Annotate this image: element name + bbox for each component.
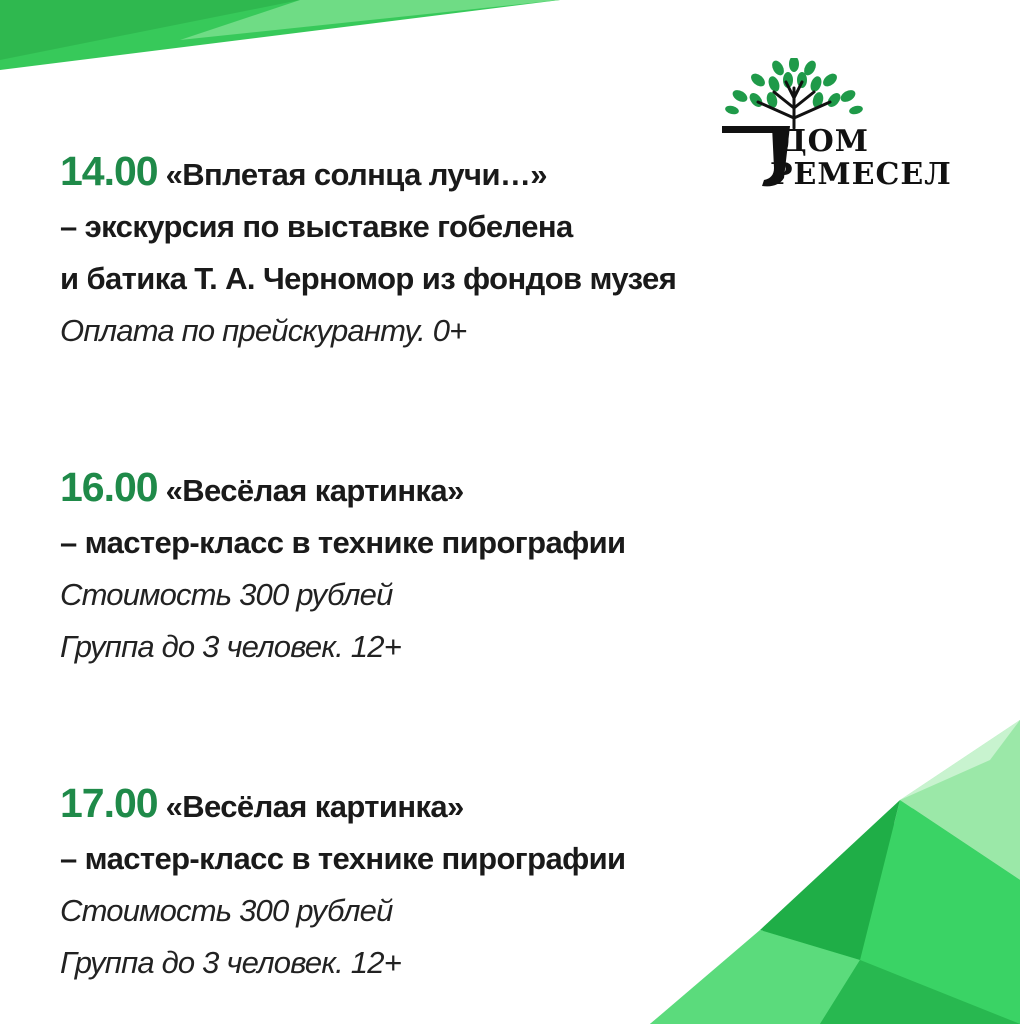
event-item — [60, 145, 760, 357]
event-note: Группа до 3 человек. 12+ — [60, 945, 401, 980]
event-description: – экскурсия по выставке гобелена — [60, 209, 573, 244]
event-heading — [60, 145, 760, 201]
corner-shape-2 — [860, 800, 1020, 1024]
corner-shape-1 — [900, 720, 1020, 880]
event-description: – мастер-класс в технике пирографии — [60, 841, 626, 876]
event-time: 16.00 — [60, 464, 158, 510]
event-description: – мастер-класс в технике пирографии — [60, 525, 626, 560]
event-heading — [60, 461, 760, 517]
event-time: 17.00 — [60, 780, 158, 826]
event-heading — [60, 777, 760, 833]
event-note: Группа до 3 человек. 12+ — [60, 629, 401, 664]
top-band-shape-dark — [0, 0, 300, 60]
corner-shape-5 — [820, 960, 1020, 1024]
event-title: «Весёлая картинка» — [165, 789, 464, 824]
event-item — [60, 777, 760, 989]
event-note: Стоимость 300 рублей — [60, 893, 393, 928]
event-time: 14.00 — [60, 148, 158, 194]
top-band-shape — [0, 0, 560, 70]
event-description: и батика Т. А. Черномор из фондов музея — [60, 261, 677, 296]
event-title: «Весёлая картинка» — [165, 473, 464, 508]
corner-shape-3 — [760, 800, 900, 960]
event-schedule — [60, 145, 760, 989]
logo-title-line1: ДОМ — [780, 124, 870, 159]
event-note: Стоимость 300 рублей — [60, 577, 393, 612]
event-title: «Вплетая солнца лучи…» — [165, 157, 547, 192]
event-note: Оплата по прейскуранту. 0+ — [60, 313, 467, 348]
event-item — [60, 461, 760, 673]
logo-title-line2: РЕМЕСЕЛ — [770, 157, 952, 192]
corner-shape-6 — [900, 720, 1020, 800]
top-band-shape-light — [180, 0, 560, 40]
